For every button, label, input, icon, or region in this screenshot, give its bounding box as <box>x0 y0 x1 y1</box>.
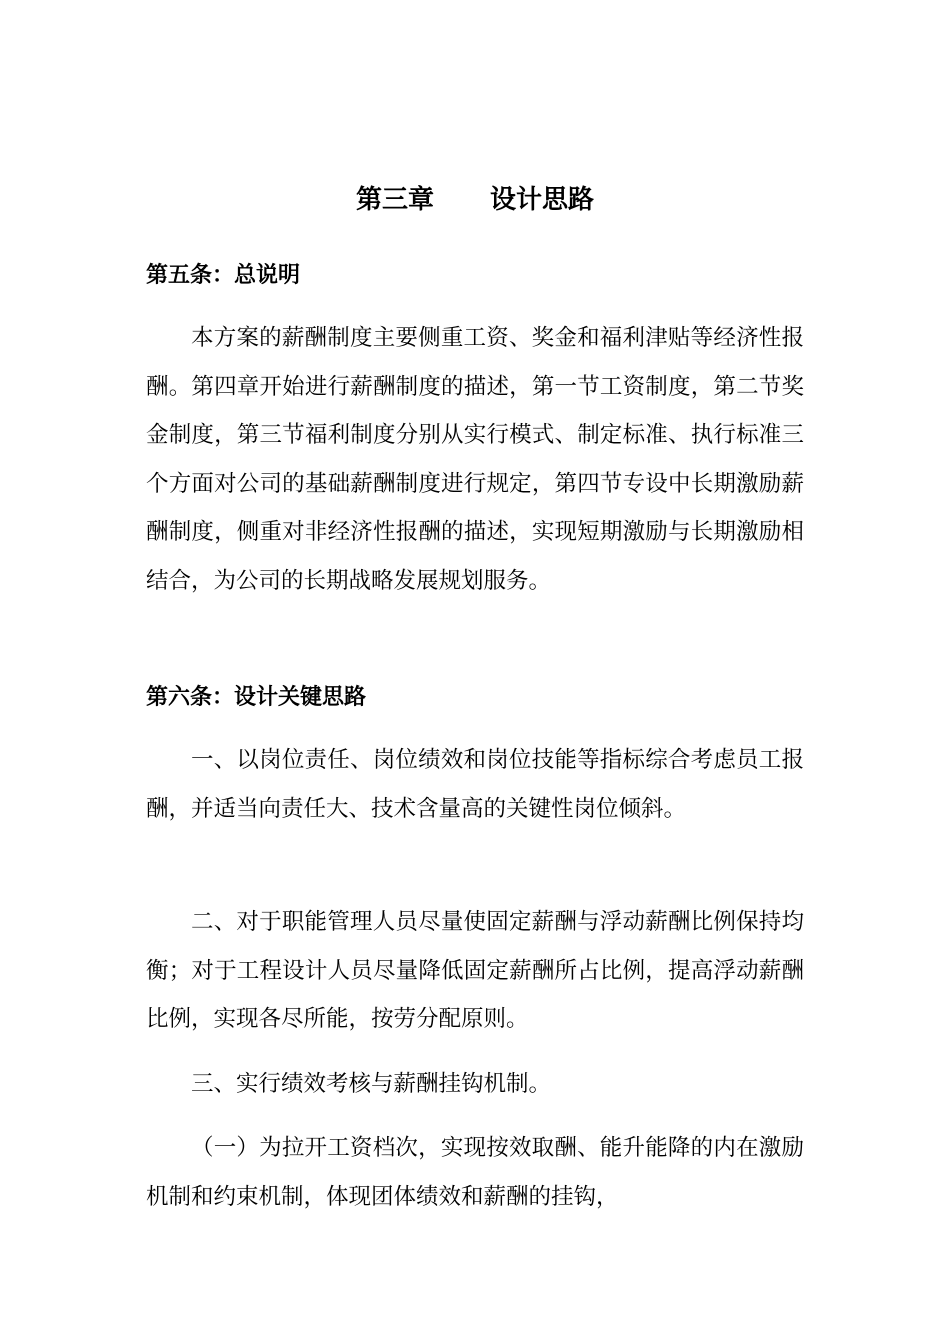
chapter-name: 设计思路 <box>490 185 595 215</box>
point-1-paragraph: 一、以岗位责任、岗位绩效和岗位技能等指标综合考虑员工报酬，并适当向责任大、技术含量高的关键性岗位倾斜。 <box>146 747 804 822</box>
article-6-heading: 第六条：设计关键思路 <box>146 685 367 710</box>
chapter-title <box>0 180 950 220</box>
article-5-paragraph: 本方案的薪酬制度主要侧重工资、奖金和福利津贴等经济性报酬。第四章开始进行薪酬制度的描述，第一节工资制度，第二节奖金制度，第三节福利制度分别从实行模式、制定标准、执行标准三个方面对公司的基础薪酬制度进行规定，第四节专设中长期激励薪酬制度，侧重对非经济性报酬的描述，实现短期激励与长期激励相结合，为公司的长期战略发展规划服务。 <box>146 325 804 594</box>
article-5-heading: 第五条：总说明 <box>146 263 301 288</box>
point-3-paragraph: 三、实行绩效考核与薪酬挂钩机制。 <box>191 1071 552 1097</box>
sub-point-1-paragraph: （一）为拉开工资档次，实现按效取酬、能升能降的内在激励机制和约束机制，体现团体绩效和薪酬的挂钩， <box>146 1135 804 1210</box>
point-2-paragraph: 二、对于职能管理人员尽量使固定薪酬与浮动薪酬比例保持均衡；对于工程设计人员尽量降低固定薪酬所占比例，提高浮动薪酬比例，实现各尽所能，按劳分配原则。 <box>146 909 804 1033</box>
chapter-number: 第三章 <box>355 185 434 215</box>
